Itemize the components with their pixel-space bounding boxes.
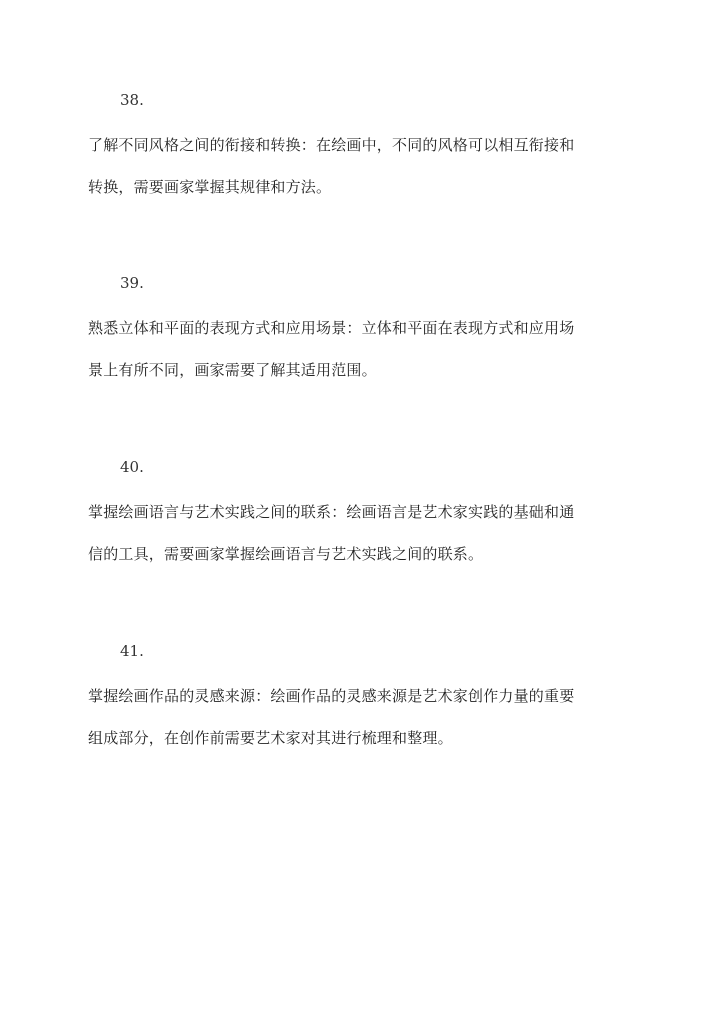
text-line: 掌握绘画语言与艺术实践之间的联系：绘画语言是艺术家实践的基础和通 <box>88 503 575 521</box>
text-line: 信的工具，需要画家掌握绘画语言与艺术实践之间的联系。 <box>88 545 484 563</box>
item-number: 41. <box>120 642 144 660</box>
item-number: 40. <box>120 458 144 476</box>
text-line: 了解不同风格之间的衔接和转换：在绘画中，不同的风格可以相互衔接和 <box>88 136 575 154</box>
item-text <box>88 501 648 585</box>
text-line: 景上有所不同，画家需要了解其适用范围。 <box>88 361 377 379</box>
text-line: 转换，需要画家掌握其规律和方法。 <box>88 178 332 196</box>
list-item-41 <box>88 641 648 769</box>
item-text <box>88 317 648 401</box>
text-line: 组成部分，在创作前需要艺术家对其进行梳理和整理。 <box>88 729 453 747</box>
item-text <box>88 134 648 218</box>
item-text <box>88 685 648 769</box>
list-item-39 <box>88 273 648 401</box>
text-line: 熟悉立体和平面的表现方式和应用场景：立体和平面在表现方式和应用场 <box>88 319 575 337</box>
item-number: 38. <box>120 91 144 109</box>
list-item-38 <box>88 90 648 218</box>
item-number: 39. <box>120 274 144 292</box>
list-item-40 <box>88 457 648 585</box>
text-line: 掌握绘画作品的灵感来源：绘画作品的灵感来源是艺术家创作力量的重要 <box>88 687 575 705</box>
